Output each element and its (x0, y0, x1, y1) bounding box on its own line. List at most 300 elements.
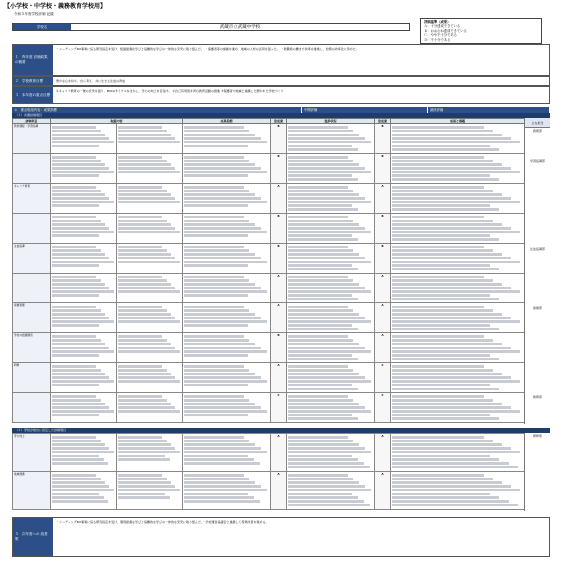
text-line (52, 190, 101, 193)
text-line (184, 410, 267, 413)
text-line (392, 216, 484, 219)
text-line (184, 354, 248, 357)
text-line (392, 347, 511, 350)
text-line (392, 134, 502, 137)
row-indicator (183, 303, 271, 333)
row-item: 研修 (13, 363, 51, 393)
text-line (184, 440, 249, 443)
text-line (52, 204, 99, 207)
text-line (184, 156, 244, 159)
text-line (118, 313, 171, 316)
text-line (184, 403, 255, 406)
text-line (52, 343, 105, 346)
text-line (118, 193, 171, 196)
text-line (52, 365, 96, 368)
text-line (184, 451, 267, 454)
grade-final: B (375, 213, 391, 243)
text-line (184, 478, 249, 481)
text-line (118, 171, 180, 174)
text-line (288, 216, 348, 219)
text-line (288, 276, 348, 279)
document-title: 【小学校・中学校・義務教育学校用】 (4, 3, 107, 10)
text-line (118, 253, 171, 256)
school-label: 学校名 (13, 24, 71, 30)
row-indicator (183, 213, 271, 243)
col-header-status: 進捗状況 (287, 119, 375, 124)
text-line (52, 443, 105, 446)
row-content (51, 243, 117, 273)
text-line (288, 358, 358, 361)
text-line (392, 474, 484, 477)
text-line (392, 309, 493, 312)
legend-item: Ｃ：やや不十分である (424, 33, 457, 38)
legend-item: Ａ：十分達成できている (424, 24, 461, 29)
row-result (391, 472, 525, 510)
text-line (288, 406, 365, 409)
text-line (392, 208, 499, 211)
text-line (118, 249, 167, 252)
col-header-result: 成果と課題 (391, 119, 525, 124)
text-line (52, 197, 109, 200)
row-indicator (183, 243, 271, 273)
text-line (392, 395, 484, 398)
text-line (52, 290, 114, 293)
subsection-school-items: （２）学校が独自に設定した評価項目 (12, 428, 550, 433)
legend-item: Ｂ：おおむね達成できている (424, 28, 467, 33)
side-cell: 学習指導部 (529, 158, 545, 163)
text-line (184, 223, 255, 226)
row-content-detail (117, 303, 183, 333)
text-line (118, 279, 167, 282)
text-line (52, 436, 96, 439)
text-line (52, 414, 99, 417)
text-line (184, 220, 249, 223)
text-line (392, 220, 493, 223)
row-result (391, 273, 525, 303)
row-indicator (183, 333, 271, 363)
text-line (184, 290, 267, 293)
grade-final: A (375, 303, 391, 333)
text-line (118, 493, 165, 496)
text-line (118, 137, 175, 140)
text-line (392, 238, 499, 241)
text-line (52, 410, 114, 413)
side-cell (525, 364, 550, 394)
text-line (52, 451, 114, 454)
text-line (288, 290, 371, 293)
text-line (288, 373, 359, 376)
row-status (287, 393, 375, 423)
text-line (392, 264, 490, 267)
text-line (288, 317, 365, 320)
grade-mid: A (271, 183, 287, 213)
grade-mid: A (271, 273, 287, 303)
text-line (392, 339, 493, 342)
text-line (52, 369, 101, 372)
text-line (118, 130, 167, 133)
row-result (391, 393, 525, 423)
table-row (13, 472, 525, 510)
text-line (118, 376, 175, 379)
text-line (392, 246, 484, 249)
text-line (288, 354, 352, 357)
grade-mid: C (271, 393, 287, 423)
row-content (51, 183, 117, 213)
text-line (392, 234, 490, 237)
text-line (392, 171, 520, 174)
grade-final: A (375, 472, 391, 510)
text-line (392, 130, 493, 133)
text-line (288, 279, 353, 282)
text-line (118, 290, 180, 293)
text-line (184, 190, 249, 193)
text-line (392, 283, 502, 286)
text-line (288, 238, 358, 241)
text-line (52, 306, 96, 309)
grade-final: A (375, 333, 391, 363)
text-line (288, 320, 371, 323)
bar-label: 中間評価 (302, 107, 428, 113)
text-line (118, 399, 167, 402)
text-line (118, 276, 162, 279)
text-line (288, 137, 365, 140)
text-line (52, 380, 114, 383)
text-line (392, 141, 520, 144)
text-line (118, 227, 175, 230)
table-row (13, 124, 525, 154)
text-line (52, 264, 99, 267)
col-header-item: 評価項目 (13, 119, 51, 124)
text-line (118, 197, 175, 200)
text-line (184, 279, 249, 282)
section-label: ５ 次年度への 改善策 (13, 518, 53, 556)
text-line (52, 227, 109, 230)
section-next-year (12, 517, 550, 557)
row-indicator (183, 273, 271, 303)
side-cell: 保健部 (532, 306, 542, 310)
side-cell (525, 471, 550, 509)
text-line (118, 350, 180, 353)
text-line (118, 481, 171, 484)
text-line (392, 365, 484, 368)
subsection-common-items: （１）共通評価項目 (12, 113, 550, 118)
section-school-goal (12, 76, 550, 86)
row-result (391, 124, 525, 154)
text-line (184, 174, 248, 177)
legend-item: Ｄ：不十分である (424, 37, 451, 42)
text-line (288, 410, 371, 413)
text-line (184, 462, 260, 465)
text-line (392, 294, 490, 297)
text-line (184, 481, 255, 484)
text-line (118, 257, 175, 260)
text-line (392, 197, 511, 200)
text-line (288, 403, 359, 406)
text-line (118, 447, 175, 450)
text-line (118, 160, 167, 163)
text-line (184, 287, 261, 290)
text-line (392, 335, 484, 338)
col-header-grade-mid: 達成度 (271, 119, 287, 124)
row-item (13, 393, 51, 423)
text-line (392, 156, 484, 159)
text-line (392, 343, 502, 346)
text-line (392, 354, 490, 357)
text-line (288, 347, 365, 350)
table-row (13, 303, 525, 333)
text-line (288, 160, 353, 163)
text-line (392, 279, 493, 282)
section-text: ・リーディングDX事業に係る研究指定を受け、組織最適化学びと協働的な学びの一体的な充実に取り組んだ。 ・保護者等の参画を進め、地域の人材の活用を図った。 ・教職員の働き方改革を推進し、校務の効率化に努めた。 (56, 47, 359, 51)
text-line (392, 458, 499, 461)
text-line (118, 436, 162, 439)
text-line (52, 462, 108, 465)
grade-mid: B (271, 124, 287, 154)
text-line (52, 500, 108, 503)
text-line (184, 380, 267, 383)
text-line (184, 126, 244, 129)
text-line (184, 134, 255, 137)
grade-mid: A (271, 472, 287, 510)
text-line (52, 320, 114, 323)
text-line (392, 313, 502, 316)
grade-mid: A (271, 434, 287, 472)
text-line (288, 455, 352, 458)
text-line (52, 220, 101, 223)
text-line (392, 399, 493, 402)
text-line (52, 279, 101, 282)
row-result (391, 243, 525, 273)
row-result (391, 434, 525, 472)
text-line (392, 436, 484, 439)
row-content (51, 333, 117, 363)
text-line (52, 249, 101, 252)
text-line (288, 257, 365, 260)
row-content (51, 393, 117, 423)
text-line (392, 257, 511, 260)
text-line (184, 137, 261, 140)
row-content-detail (117, 124, 183, 154)
row-status (287, 273, 375, 303)
text-line (184, 130, 249, 133)
text-line (392, 261, 520, 264)
text-line (52, 231, 114, 234)
text-line (52, 163, 105, 166)
grade-final: B (375, 243, 391, 273)
grade-final: A (375, 273, 391, 303)
text-line (184, 489, 267, 492)
text-line (288, 384, 352, 387)
text-line (392, 496, 499, 499)
text-line (392, 145, 490, 148)
row-result (391, 153, 525, 183)
text-line (118, 380, 180, 383)
text-line (184, 343, 255, 346)
text-line (288, 145, 352, 148)
text-line (184, 231, 267, 234)
text-line (184, 500, 260, 503)
text-line (184, 253, 255, 256)
text-line (184, 320, 267, 323)
text-line (392, 190, 493, 193)
text-line (184, 384, 248, 387)
text-line (392, 174, 490, 177)
text-line (288, 440, 353, 443)
text-line (288, 458, 358, 461)
text-line (118, 365, 162, 368)
text-line (288, 167, 365, 170)
text-line (392, 268, 499, 271)
text-line (184, 145, 248, 148)
text-line (392, 373, 502, 376)
table-row (13, 393, 525, 423)
text-line (52, 493, 99, 496)
text-line (118, 474, 162, 477)
text-line (288, 500, 364, 503)
text-line (184, 227, 261, 230)
text-line (184, 350, 267, 353)
grade-mid: B (271, 333, 287, 363)
text-line (392, 328, 499, 331)
text-line (392, 478, 493, 481)
grade-mid: A (271, 303, 287, 333)
text-line (392, 410, 520, 413)
text-line (288, 365, 348, 368)
text-line (184, 436, 244, 439)
text-line (392, 466, 518, 469)
side-cell: 生徒指導部 (529, 247, 545, 251)
school-name: 武蔵市立武蔵中学校 (219, 25, 261, 30)
text-line (118, 186, 162, 189)
row-item: 学力向上 (13, 434, 51, 472)
text-line (392, 451, 520, 454)
text-line (392, 406, 511, 409)
row-indicator (183, 183, 271, 213)
text-line (392, 485, 511, 488)
text-line (52, 234, 99, 237)
evaluation-legend (420, 18, 542, 44)
row-content (51, 213, 117, 243)
text-line (118, 496, 170, 499)
text-line (288, 190, 353, 193)
text-line (288, 249, 353, 252)
text-line (392, 414, 490, 417)
row-item: キャリア教育 (13, 183, 51, 213)
text-line (118, 287, 175, 290)
text-line (392, 178, 499, 181)
text-line (52, 134, 105, 137)
text-line (288, 443, 359, 446)
row-content-detail (117, 273, 183, 303)
text-line (184, 276, 244, 279)
text-line (392, 137, 511, 140)
text-line (392, 306, 484, 309)
text-line (52, 395, 96, 398)
text-line (288, 193, 359, 196)
text-line (184, 193, 255, 196)
text-line (392, 186, 484, 189)
text-line (52, 455, 99, 458)
text-line (52, 406, 109, 409)
grade-mid: B (271, 243, 287, 273)
text-line (118, 369, 167, 372)
text-line (392, 320, 520, 323)
text-line (118, 339, 167, 342)
grade-mid: B (271, 153, 287, 183)
text-line (52, 171, 114, 174)
text-line (184, 447, 261, 450)
text-line (288, 462, 364, 465)
text-line (52, 257, 109, 260)
text-line (52, 294, 99, 297)
text-line (288, 388, 358, 391)
grade-final: A (375, 434, 391, 472)
row-indicator (183, 472, 271, 510)
text-line (118, 317, 175, 320)
row-content-detail (117, 183, 183, 213)
text-line (288, 414, 352, 417)
text-line (288, 156, 348, 159)
text-line (184, 264, 248, 267)
row-status (287, 472, 375, 510)
text-line (392, 276, 484, 279)
text-line (118, 309, 167, 312)
text-line (52, 489, 114, 492)
text-line (118, 141, 180, 144)
side-cell: 教務部 (532, 129, 542, 133)
text-line (392, 369, 493, 372)
text-line (118, 134, 171, 137)
table-row (13, 153, 525, 183)
text-line (288, 395, 348, 398)
text-line (288, 126, 348, 129)
text-line (52, 481, 105, 484)
bar-label: 最終評価 (428, 107, 550, 113)
text-line (52, 287, 109, 290)
col-header-grade-final: 達成度 (375, 119, 391, 124)
text-line (118, 163, 171, 166)
text-line (288, 496, 358, 499)
row-content (51, 124, 117, 154)
text-line (392, 160, 493, 163)
text-line (288, 141, 371, 144)
row-content (51, 153, 117, 183)
text-line (184, 141, 267, 144)
text-line (52, 478, 101, 481)
text-line (52, 496, 104, 499)
side-cell (525, 335, 550, 365)
text-line (288, 298, 358, 301)
table-row (13, 273, 525, 303)
text-line (52, 324, 99, 327)
text-line (288, 178, 358, 181)
row-content-detail (117, 363, 183, 393)
text-line (288, 283, 359, 286)
text-line (118, 167, 175, 170)
text-line (288, 489, 371, 492)
text-line (52, 223, 105, 226)
text-line (288, 451, 371, 454)
text-line (52, 384, 99, 387)
text-line (288, 493, 352, 496)
text-line (118, 220, 167, 223)
text-line (288, 246, 348, 249)
text-line (288, 474, 348, 477)
text-line (184, 249, 249, 252)
text-line (52, 160, 101, 163)
text-line (184, 365, 244, 368)
text-line (288, 481, 359, 484)
